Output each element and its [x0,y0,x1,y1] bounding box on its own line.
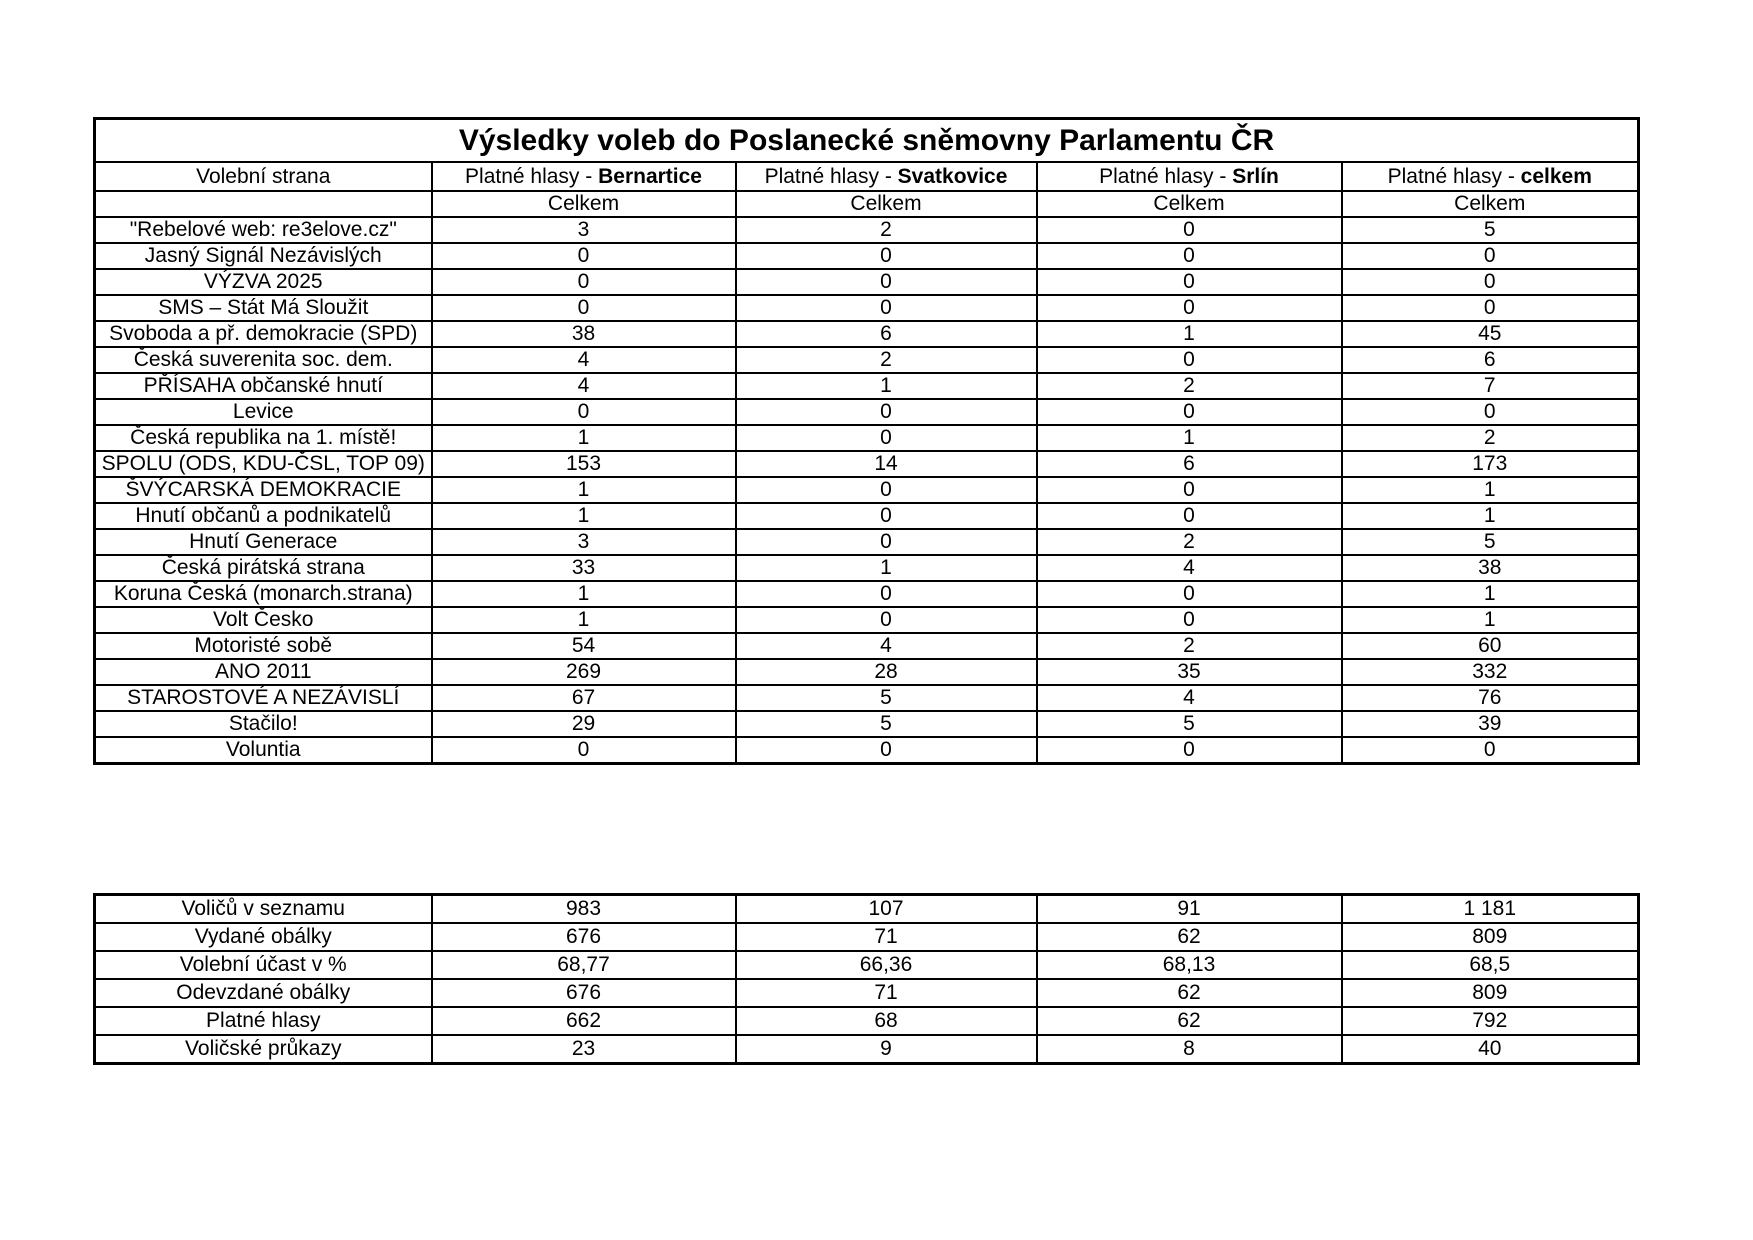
votes-cell: 6 [736,321,1037,347]
votes-cell: 0 [1037,269,1342,295]
votes-cell: 5 [1037,711,1342,737]
votes-cell: 4 [736,633,1037,659]
votes-cell: 0 [1037,243,1342,269]
votes-cell: 4 [1037,555,1342,581]
votes-cell: 1 [1342,477,1639,503]
table-row [95,399,1639,425]
results-table [93,117,1640,765]
votes-cell: 0 [1037,477,1342,503]
subheader-row [95,191,1639,217]
votes-cell: 0 [736,295,1037,321]
votes-header-prefix: Platné hlasy - [764,164,898,188]
votes-cell: 33 [432,555,736,581]
party-name-cell: Stačilo! [95,711,432,737]
votes-cell: 5 [1342,217,1639,243]
votes-cell: 2 [1037,529,1342,555]
summary-label-cell: Platné hlasy [95,1007,432,1035]
votes-cell: 0 [1037,737,1342,764]
votes-cell: 4 [432,373,736,399]
summary-value-cell: 676 [432,979,736,1007]
page-title: Výsledky voleb do Poslanecké sněmovny Parlamentu ČR [95,119,1639,163]
table-row [95,923,1639,951]
votes-cell: 0 [736,269,1037,295]
table-row [95,581,1639,607]
votes-cell: 2 [1037,633,1342,659]
votes-cell: 0 [1037,581,1342,607]
party-name-cell: Česká pirátská strana [95,555,432,581]
party-name-cell: Koruna Česká (monarch.strana) [95,581,432,607]
votes-cell: 28 [736,659,1037,685]
votes-cell: 0 [1342,243,1639,269]
votes-cell: 7 [1342,373,1639,399]
summary-value-cell: 62 [1037,923,1342,951]
votes-cell: 0 [736,399,1037,425]
votes-cell: 0 [1342,269,1639,295]
column-header-votes [432,162,736,191]
votes-cell: 35 [1037,659,1342,685]
votes-cell: 1 [1342,607,1639,633]
table-row [95,347,1639,373]
summary-value-cell: 8 [1037,1035,1342,1064]
summary-label-cell: Volební účast v % [95,951,432,979]
summary-value-cell: 71 [736,979,1037,1007]
votes-cell: 1 [432,503,736,529]
votes-cell: 0 [736,425,1037,451]
municipality-name: Bernartice [598,164,702,188]
votes-cell: 4 [1037,685,1342,711]
votes-cell: 0 [736,477,1037,503]
summary-value-cell: 66,36 [736,951,1037,979]
summary-value-cell: 68,77 [432,951,736,979]
votes-cell: 0 [432,243,736,269]
votes-cell: 153 [432,451,736,477]
party-name-cell: Levice [95,399,432,425]
column-header-votes [736,162,1037,191]
party-name-cell: Motoristé sobě [95,633,432,659]
party-name-cell: Česká suverenita soc. dem. [95,347,432,373]
table-title-row [95,119,1639,163]
summary-value-cell: 62 [1037,979,1342,1007]
party-name-cell: Česká republika na 1. místě! [95,425,432,451]
votes-cell: 0 [736,529,1037,555]
summary-value-cell: 107 [736,895,1037,924]
municipality-name: Srlín [1232,164,1279,188]
votes-cell: 0 [736,243,1037,269]
votes-cell: 332 [1342,659,1639,685]
votes-cell: 1 [736,555,1037,581]
subheader-celkem-cell: Celkem [1037,191,1342,217]
party-name-cell: ANO 2011 [95,659,432,685]
summary-value-cell: 792 [1342,1007,1639,1035]
column-header-row [95,162,1639,191]
votes-cell: 0 [432,399,736,425]
party-name-cell: Volt Česko [95,607,432,633]
votes-cell: 269 [432,659,736,685]
summary-value-cell: 40 [1342,1035,1639,1064]
summary-value-cell: 23 [432,1035,736,1064]
votes-cell: 1 [432,425,736,451]
votes-cell: 1 [1037,425,1342,451]
party-name-cell: Jasný Signál Nezávislých [95,243,432,269]
table-row [95,503,1639,529]
party-name-cell: SPOLU (ODS, KDU-ČSL, TOP 09) [95,451,432,477]
table-row [95,607,1639,633]
votes-cell: 0 [1037,503,1342,529]
party-name-cell: VÝZVA 2025 [95,269,432,295]
table-row [95,321,1639,347]
party-name-cell: Hnutí občanů a podnikatelů [95,503,432,529]
votes-cell: 1 [432,477,736,503]
table-row [95,425,1639,451]
votes-header-prefix: Platné hlasy - [465,164,599,188]
summary-value-cell: 983 [432,895,736,924]
votes-cell: 1 [1342,581,1639,607]
votes-cell: 39 [1342,711,1639,737]
party-name-cell: Svoboda a př. demokracie (SPD) [95,321,432,347]
table-row [95,659,1639,685]
votes-cell: 0 [736,581,1037,607]
votes-cell: 76 [1342,685,1639,711]
votes-cell: 0 [1342,399,1639,425]
party-name-cell: "Rebelové web: re3elove.cz" [95,217,432,243]
votes-cell: 0 [1037,399,1342,425]
summary-table [93,893,1640,1065]
votes-cell: 29 [432,711,736,737]
votes-cell: 6 [1037,451,1342,477]
table-row [95,555,1639,581]
votes-cell: 0 [736,607,1037,633]
summary-value-cell: 62 [1037,1007,1342,1035]
votes-cell: 3 [432,529,736,555]
summary-value-cell: 809 [1342,923,1639,951]
votes-cell: 0 [1037,607,1342,633]
table-row [95,451,1639,477]
party-name-cell: Hnutí Generace [95,529,432,555]
votes-cell: 45 [1342,321,1639,347]
votes-cell: 4 [432,347,736,373]
votes-cell: 3 [432,217,736,243]
votes-cell: 0 [736,503,1037,529]
votes-cell: 60 [1342,633,1639,659]
votes-cell: 1 [432,581,736,607]
party-name-cell: STAROSTOVÉ A NEZÁVISLÍ [95,685,432,711]
subheader-celkem-cell: Celkem [736,191,1037,217]
subheader-empty-cell [95,191,432,217]
votes-cell: 67 [432,685,736,711]
party-name-cell: SMS – Stát Má Sloužit [95,295,432,321]
party-name-cell: Voluntia [95,737,432,764]
table-row [95,1035,1639,1064]
votes-cell: 173 [1342,451,1639,477]
votes-cell: 14 [736,451,1037,477]
votes-cell: 2 [1342,425,1639,451]
table-row [95,737,1639,764]
votes-cell: 1 [1342,503,1639,529]
summary-label-cell: Voličů v seznamu [95,895,432,924]
table-row [95,269,1639,295]
column-header-votes [1342,162,1639,191]
votes-cell: 54 [432,633,736,659]
summary-value-cell: 71 [736,923,1037,951]
votes-cell: 0 [1037,295,1342,321]
votes-cell: 2 [736,347,1037,373]
votes-cell: 5 [736,685,1037,711]
summary-value-cell: 91 [1037,895,1342,924]
table-row [95,951,1639,979]
summary-label-cell: Voličské průkazy [95,1035,432,1064]
votes-cell: 0 [1037,217,1342,243]
party-name-cell: PŘÍSAHA občanské hnutí [95,373,432,399]
votes-cell: 1 [736,373,1037,399]
votes-cell: 6 [1342,347,1639,373]
votes-cell: 0 [1037,347,1342,373]
municipality-name: Svatkovice [897,164,1008,188]
votes-cell: 38 [432,321,736,347]
party-name-cell: ŠVÝCARSKÁ DEMOKRACIE [95,477,432,503]
summary-value-cell: 68,5 [1342,951,1639,979]
table-row [95,295,1639,321]
table-row [95,979,1639,1007]
votes-cell: 1 [1037,321,1342,347]
votes-cell: 1 [432,607,736,633]
table-row [95,373,1639,399]
votes-cell: 0 [736,737,1037,764]
subheader-celkem-cell: Celkem [1342,191,1639,217]
column-header-votes [1037,162,1342,191]
votes-header-prefix: Platné hlasy - [1099,164,1233,188]
summary-label-cell: Odevzdané obálky [95,979,432,1007]
summary-value-cell: 9 [736,1035,1037,1064]
votes-cell: 2 [736,217,1037,243]
table-row [95,633,1639,659]
summary-value-cell: 68 [736,1007,1037,1035]
table-row [95,685,1639,711]
summary-label-cell: Vydané obálky [95,923,432,951]
table-row [95,711,1639,737]
table-row [95,895,1639,924]
summary-value-cell: 662 [432,1007,736,1035]
column-header-party: Volební strana [95,162,432,191]
summary-value-cell: 809 [1342,979,1639,1007]
subheader-celkem-cell: Celkem [432,191,736,217]
table-row [95,217,1639,243]
summary-value-cell: 1 181 [1342,895,1639,924]
votes-cell: 38 [1342,555,1639,581]
table-row [95,1007,1639,1035]
table-row [95,529,1639,555]
table-row [95,243,1639,269]
votes-cell: 0 [432,269,736,295]
municipality-name: celkem [1520,164,1592,188]
votes-cell: 5 [1342,529,1639,555]
votes-cell: 5 [736,711,1037,737]
summary-value-cell: 68,13 [1037,951,1342,979]
votes-cell: 0 [1342,737,1639,764]
summary-value-cell: 676 [432,923,736,951]
votes-header-prefix: Platné hlasy - [1387,164,1521,188]
votes-cell: 0 [432,737,736,764]
votes-cell: 0 [1342,295,1639,321]
votes-cell: 2 [1037,373,1342,399]
votes-cell: 0 [432,295,736,321]
table-row [95,477,1639,503]
